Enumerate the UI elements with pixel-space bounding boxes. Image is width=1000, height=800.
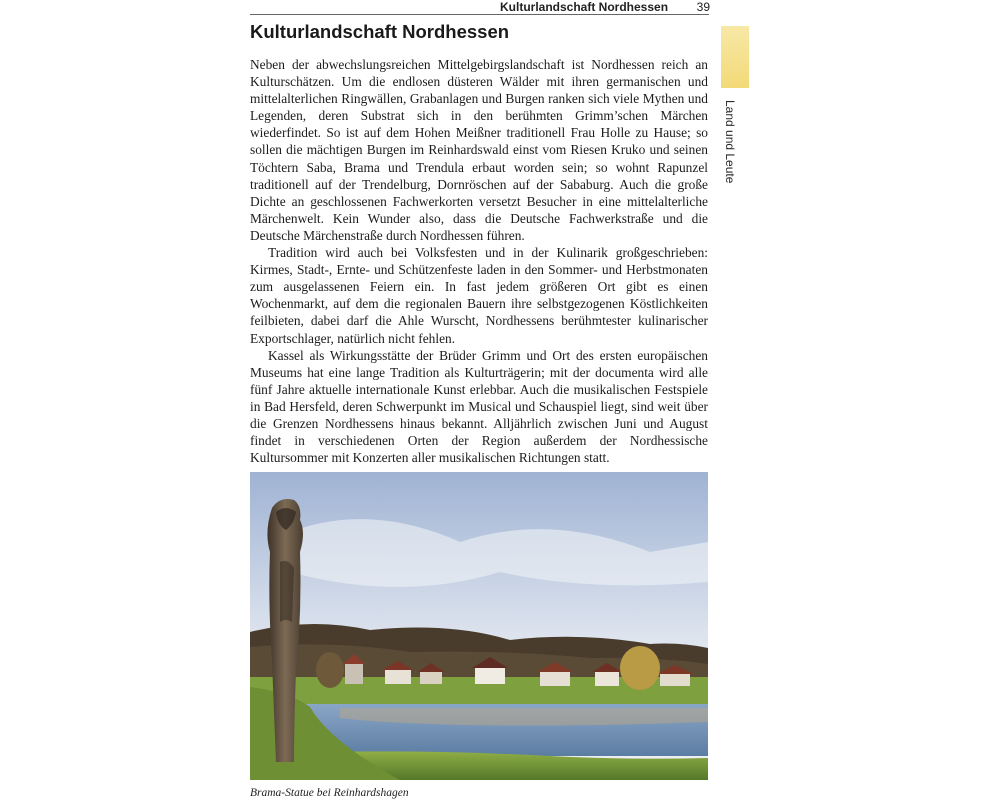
running-head-title: Kulturlandschaft Nordhessen	[500, 0, 669, 14]
tree	[620, 646, 660, 690]
figure-caption: Brama-Statue bei Reinhardshagen	[250, 787, 409, 799]
tree	[316, 652, 344, 688]
section-color-tab	[721, 26, 749, 88]
header-rule	[250, 14, 709, 15]
page-number: 39	[696, 0, 710, 14]
article-body	[250, 56, 708, 466]
paragraph: Neben der abwechslungsreichen Mittelgebirgslandschaft ist Nordhessen reich an Kulturschätzen. Um die endlosen düsteren Wälder mit ihren germanischen und mittelalterlichen Ringwällen, Grabanlagen und Burgen ranken sich viele Mythen und Legenden, deren Substrat sich in den berühmten Grimm’schen Märchen wiederfindet. So ist auf dem Hohen Meißner traditionell Frau Holle zu Hause; so sollen die mächtigen Burgen im Reinhardswald einst vom Riesen Kruko und seinen Töchtern Saba, Brama und Trendula erbaut worden sein; so wohnt Rapunzel traditionell auf der Trendelburg, Dornröschen auf der Sababurg. Auch die große Dichte an geschlossenen Fachwerkorten versetzt Besucher in eine mittelalterliche Märchenwelt. Kein Wunder also, dass die Deutsche Fachwerkstraße und die Deutsche Märchenstraße durch Nordhessen führen.	[250, 57, 708, 243]
section-side-label: Land und Leute	[723, 100, 737, 184]
figure-photo	[250, 472, 708, 780]
paragraph: Kassel als Wirkungsstätte der Brüder Grimm und Ort des ersten europäischen Museums hat eine lange Tradition als Kulturträgerin; mit der documenta wird alle fünf Jahre aktuelle internationale Kunst erlebbar. Auch die musikalischen Festspiele in Bad Hersfeld, deren Schwerpunkt im Musical und Schauspiel liegt, sind weit über die Grenzen Nordhessens hinaus bekannt. Alljährlich zwischen Juni und August findet in verschiedenen Orten der Region außerdem der Nordhessische Kultursommer mit Konzerten aller musikalischen Richtungen statt.	[250, 347, 708, 466]
page-title: Kulturlandschaft Nordhessen	[250, 21, 510, 42]
paragraph: Tradition wird auch bei Volksfesten und in der Kulinarik großgeschrieben: Kirmes, Stadt-, Ernte- und Schützenfeste laden in den Sommer- und Herbstmonaten zum ausgelassenen Feiern ein. In fast jedem größeren Ort gibt es einen Wochenmarkt, auf dem die regionalen Bauern ihre selbstgezogenen Köstlichkeiten feilbieten, dabei darf die Ahle Wurscht, Nordhessens berühmtester kulinarischer Exportschlager, natürlich nicht fehlen.	[250, 245, 708, 346]
